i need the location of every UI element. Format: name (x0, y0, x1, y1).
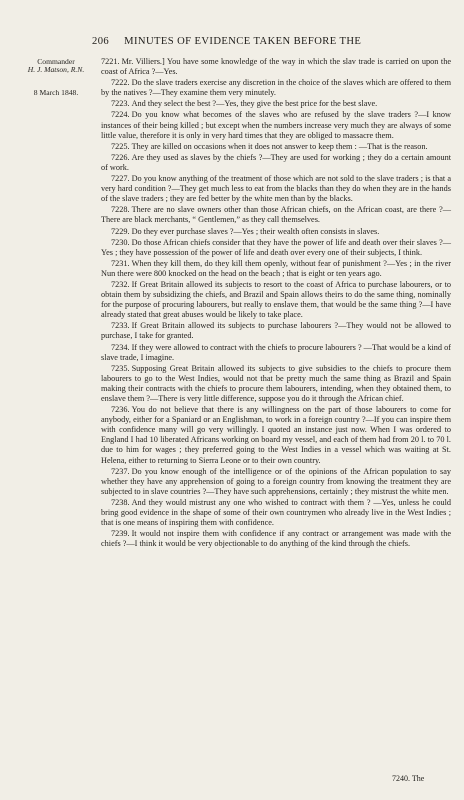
question-number: 7237. (111, 466, 130, 476)
evidence-paragraph (101, 99, 451, 109)
question-number: 7230. (111, 237, 130, 247)
page-header (92, 36, 452, 47)
evidence-paragraph (101, 321, 451, 341)
page-number: 206 (92, 36, 110, 47)
question-text: And they would mistrust any one who wished to contract with them ? —Yes, unless he could bring good evidence in the shape of some of their own countrymen who already live in the West Indies ; that is one means of inspiring them with confidence. (101, 497, 451, 528)
question-text: If they were allowed to contract with the chiefs to procure labourers ? —That would be a kind of slave trade, I imagine. (101, 342, 451, 362)
question-text: Do those African chiefs consider that they have the power of life and death over their slaves ?—Yes ; they have possession of the power of life and death over every one of their subjects, I think. (101, 237, 451, 257)
evidence-paragraph (101, 405, 451, 466)
question-number: 7236. (111, 405, 130, 415)
margin-witness-name: H. J. Matson, R.N. (27, 65, 85, 74)
evidence-paragraph (101, 238, 451, 258)
question-text: Supposing Great Britain allowed its subjects to give subsidies to the chiefs to procure them labourers to go to the West Indies, would not that be pretty much the same thing as Brazil and Spain making their contracts with the chiefs to procure them labourers, intending, when they obtained them, to enslave them ?—There is very little difference, suppose you do it through the African chief. (101, 363, 451, 403)
evidence-paragraph (101, 227, 451, 237)
question-text: There are no slave owners other than those African chiefs, on the African coast, are there ?—There are black merchants, “ Gentlemen,” as they call themselves. (101, 205, 451, 225)
question-number: 7223. (111, 99, 130, 109)
evidence-paragraph (101, 174, 451, 204)
margin-date: 8 March 1848. (33, 88, 79, 97)
question-number: 7231. (111, 258, 130, 268)
question-text: Do you know what becomes of the slaves who are refused by the slave traders ?—I know instances of their being killed ; but except when the numbers increase very much they are always of some little value, therefore it is only in very hard times that they are obliged to massacre them. (101, 110, 451, 140)
evidence-paragraph (101, 343, 451, 363)
question-text: You do not believe that there is any willingness on the part of those labourers to come for anybody, either for a Spaniard or an Englishman, to work in a foreign country ?—If you can inspire them with confidence many will go very willingly. I quoted an instance just now. When I was ordered to England I had 10 liberated Africans working on board my vessel, and each of them had from 20 l. to 70 l. due to him for wages ; they preferred going to the West Indies in a vessel which was waiting at St. Helena, either to returning to Sierra Leone or to their own country. (101, 405, 451, 465)
question-number: 7232. (111, 279, 130, 289)
evidence-paragraph (101, 364, 451, 404)
evidence-paragraph (101, 529, 451, 549)
question-text: It would not inspire them with confidence if any contract or arrangement was made with the chiefs ?—I think it would be very objectionable to do anything of the kind through the chiefs. (101, 529, 451, 549)
question-text: Do the slave traders exercise any discretion in the choice of the slaves which are offered to them by the natives ?—They examine them very minutely. (101, 78, 451, 98)
question-text: Mr. Villiers.] You have some knowledge of the way in which the slav trade is carried on upon the coast of Africa ?—Yes. (101, 57, 451, 77)
question-number: 7228. (111, 205, 130, 215)
evidence-paragraph (101, 280, 451, 320)
evidence-paragraph (101, 259, 451, 279)
evidence-paragraph (101, 205, 451, 225)
question-number: 7221. (101, 57, 120, 66)
question-text: Do you know anything of the treatment of those which are not sold to the slave traders ; is that a very hard condition ?—They get much less to eat from the blacks than they do when they are in the hands of the slave traders ; they are fed better by the white men than by the blacks. (101, 174, 451, 204)
evidence-paragraph (101, 110, 451, 140)
question-number: 7224. (111, 110, 130, 120)
question-text: Do they ever purchase slaves ?—Yes ; their wealth often consists in slaves. (131, 226, 380, 236)
question-number: 7227. (111, 174, 130, 184)
evidence-paragraph (101, 78, 451, 98)
evidence-body (101, 57, 451, 550)
question-text: If Great Britain allowed its subjects to resort to the coast of Africa to purchase labourers, or to obtain them by subsidizing the chiefs, and Brazil and Spain allows theirs to do the same thing, nominally for the purpose of procuring labourers, but really to enslave them, that would be the same thing ?—I have already stated that great abuses would be likely to take place. (101, 279, 451, 320)
question-text: Do you know enough of the intelligence or of the opinions of the African population to say whether they have any apprehension of going to a foreign country from knowing the treatment they are subjected to in slave countries ?—They have such apprehensions, certainly ; they mistrust the white men. (101, 466, 451, 496)
question-number: 7229. (111, 226, 130, 236)
question-number: 7238. (111, 497, 130, 507)
question-text: They are killed on occasions when it does not answer to keep them : —That is the reason. (131, 141, 428, 151)
evidence-paragraph (101, 142, 451, 152)
question-number: 7234. (111, 342, 130, 352)
catchword: 7240. The (392, 774, 425, 783)
question-text: Are they used as slaves by the chiefs ?—They are used for working ; they do a certain amount of work. (101, 152, 451, 172)
question-number: 7225. (111, 141, 130, 151)
question-text: If Great Britain allowed its subjects to purchase labourers ?—They would not be allowed to purchase, I take for granted. (101, 321, 451, 341)
running-title: MINUTES OF EVIDENCE TAKEN BEFORE THE (124, 36, 362, 47)
question-number: 7222. (111, 78, 130, 88)
margin-witness-rank: Commander (37, 57, 75, 66)
evidence-paragraph (101, 498, 451, 528)
question-text: When they kill them, do they kill them openly, without fear of punishment ?—Yes ; in the river Nun there were 800 knocked on the head on the beach ; that is eight or ten years ago. (101, 258, 451, 278)
evidence-paragraph (101, 153, 451, 173)
evidence-paragraph (101, 467, 451, 497)
question-text: And they select the best ?—Yes, they give the best price for the best slave. (131, 99, 378, 109)
question-number: 7239. (111, 529, 130, 539)
question-number: 7233. (111, 321, 130, 331)
evidence-paragraph (101, 57, 451, 77)
question-number: 7235. (111, 363, 130, 373)
question-number: 7226. (111, 152, 130, 162)
